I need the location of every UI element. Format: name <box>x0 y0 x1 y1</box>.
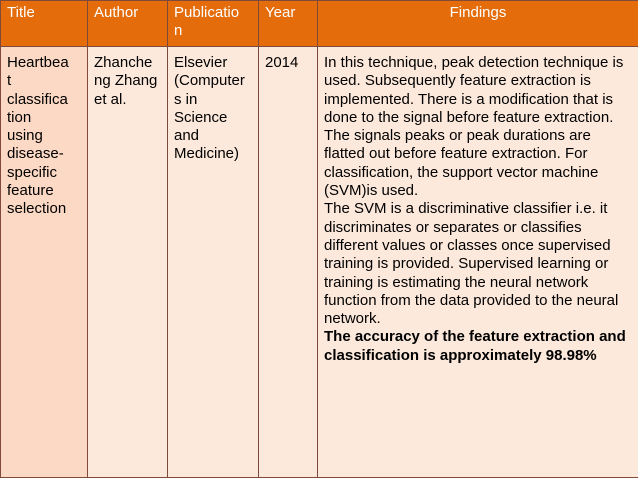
header-title: Title <box>1 1 88 47</box>
header-publication-text: Publicatio n <box>174 4 240 40</box>
findings-conclusion: The accuracy of the feature extraction and classification is approximately 98.98% <box>324 328 626 364</box>
cell-publication-text: Elsevier (Computer s in Science and Medicine) <box>174 54 245 163</box>
cell-title <box>1 47 88 478</box>
cell-year: 2014 <box>259 47 318 478</box>
header-author: Author <box>88 1 168 47</box>
header-year: Year <box>259 1 318 47</box>
cell-author <box>88 47 168 478</box>
header-findings: Findings <box>318 1 638 47</box>
findings-paragraph-2: The SVM is a discriminative classifier i.e. it discriminates or separates or classifies different values or classes once supervised training is provided. Supervised learning or training is estimating the neural network function from the data provided to the neural network. <box>324 200 619 328</box>
cell-publication <box>168 47 259 478</box>
table-row <box>1 47 638 478</box>
findings-paragraph-1: In this technique, peak detection technique is used. Subsequently feature extraction is implemented. There is a modification that is done to the signal before feature extraction. The signals peaks or peak durations are flatted out before feature extraction. For classification, the support vector machine (SVM)is used. <box>324 54 624 200</box>
header-row <box>1 1 638 47</box>
header-publication <box>168 1 259 47</box>
cell-author-text: Zhanche ng Zhang et al. <box>94 54 158 108</box>
cell-findings <box>318 47 638 478</box>
cell-title-text: Heartbea t classifica tion using disease- specific feature selection <box>7 54 69 218</box>
